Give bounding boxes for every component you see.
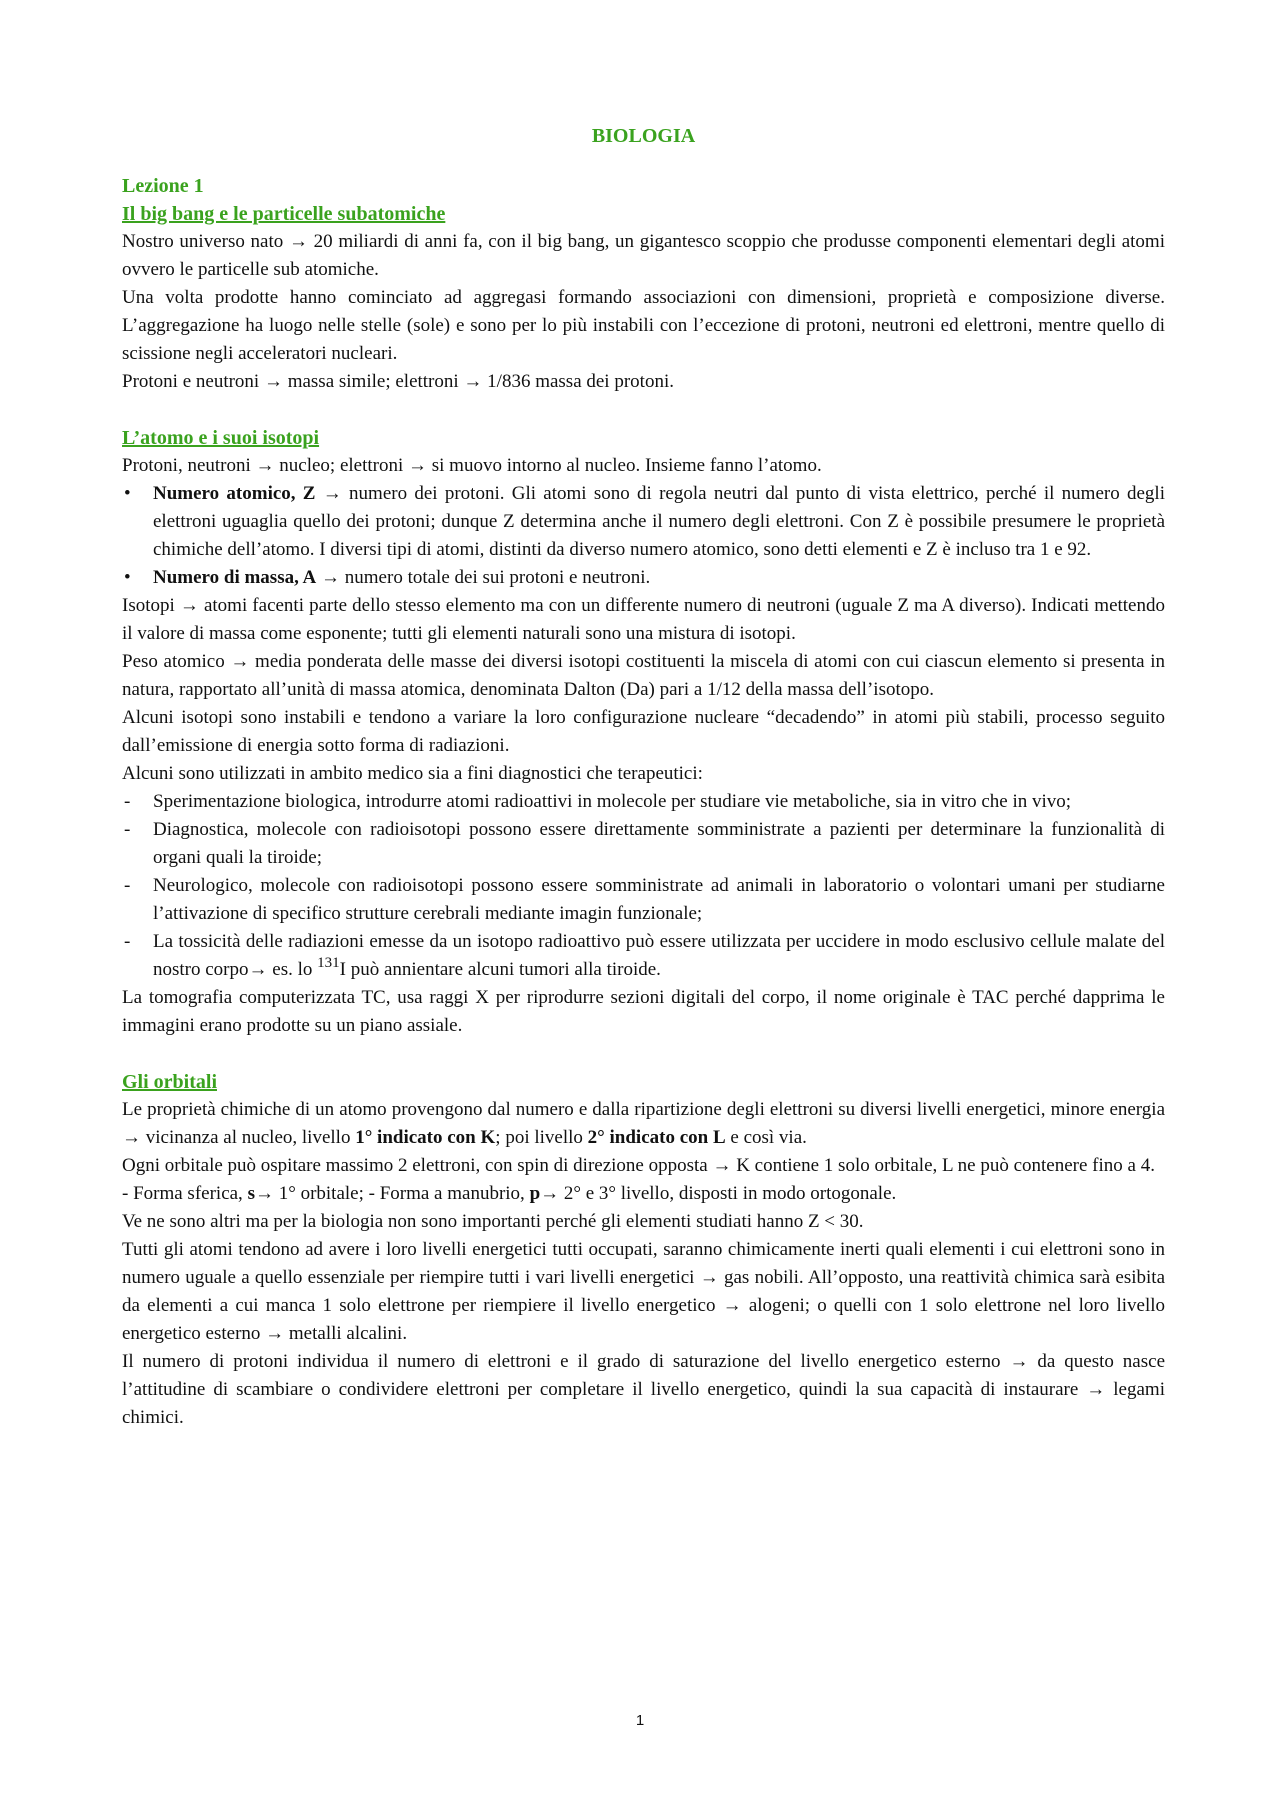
document-title: BIOLOGIA (591, 125, 696, 147)
text-span: → 2° e 3° livello, disposti in modo ortogonale. (540, 1183, 897, 1204)
list-item: - Sperimentazione biologica, introdurre atomi radioattivi in molecole per studiare vie metaboliche, sia in vitro che in vivo; (122, 788, 1165, 816)
dash-list-uso-medico (122, 788, 1165, 984)
paragraph-isotopi: Isotopi → atomi facenti parte dello stesso elemento ma con un differente numero di neutroni (uguale Z ma A diverso). Indicati mettendo il valore di massa come esponente; tutti gli elementi naturali sono una mistura di isotopi. (122, 595, 1165, 644)
dash4-text-end: I può annientare alcuni tumori alla tiroide. (339, 959, 661, 980)
section-heading-atomo: L’atomo e i suoi isotopi (122, 427, 320, 449)
bold-orbital-p: p (529, 1183, 541, 1204)
paragraph-tomografia: La tomografia computerizzata TC, usa raggi X per riprodurre sezioni digitali del corpo, il nome originale è TAC perché dapprima le immagini erano prodotte su un piano assiale. (122, 987, 1165, 1036)
dash4-text-start: La tossicità delle radiazioni emesse da un isotopo radioattivo può essere utilizzata per uccidere in modo esclusivo cellule malate del nostro corpo→ es. lo (153, 931, 1165, 980)
page-number: 1 (635, 1712, 645, 1729)
paragraph-orbitali-forme (122, 1180, 1165, 1208)
paragraph-bigbang-2: Una volta prodotte hanno cominciato ad aggregasi formando associazioni con dimensioni, proprietà e composizione diverse. L’aggregazione ha luogo nelle stelle (sole) e sono per lo più instabili con l’eccezione di protoni, neutroni ed elettroni, mentre quello di scissione negli acceleratori nucleari. (122, 287, 1165, 364)
paragraph-isotopi-instabili: Alcuni isotopi sono instabili e tendono a variare la loro configurazione nucleare “decadendo” in atomi più stabili, processo seguito dall’emissione di energia sotto forma di radiazioni. (122, 707, 1165, 756)
text-span: - Forma sferica, (122, 1183, 248, 1204)
bold-orbital-s: s (247, 1183, 255, 1204)
bold-level-k: 1° indicato con K (355, 1127, 496, 1148)
paragraph-bigbang-3: Protoni e neutroni → massa simile; elettroni → 1/836 massa dei protoni. (122, 371, 674, 392)
paragraph-orbitali-5: Tutti gli atomi tendono ad avere i loro livelli energetici tutti occupati, saranno chimicamente inerti quali elementi i cui elettroni sono in numero uguale a quello essenziale per riempire tutti i vari livelli energetici → gas nobili. All’opposto, una reattività chimica sarà esibita da elementi a cui manca 1 solo elettrone per riempiere il livello energetico → alogeni; o quelli con 1 solo elettrone nel loro livello energetico esterno → metalli alcalini. (122, 1239, 1165, 1344)
bold-level-l: 2° indicato con L (587, 1127, 726, 1148)
paragraph-peso-atomico: Peso atomico → media ponderata delle masse dei diversi isotopi costituenti la miscela di atomi con cui ciascun elemento si presenta in natura, rapportato all’unità di massa atomica, denominata Dalton (Da) pari a 1/12 della massa dell’isotopo. (122, 651, 1165, 700)
term-numero-di-massa: Numero di massa, A (153, 567, 317, 588)
list-item (122, 564, 1165, 592)
isotope-mass-superscript: 131 (317, 955, 340, 971)
definition-numero-atomico: → numero dei protoni. Gli atomi sono di regola neutri dal punto di vista elettrico, perché il numero degli elettroni uguaglia quello dei protoni; dunque Z determina anche il numero degli elettroni. Con Z è possibile presumere le proprietà chimiche dell’atomo. I diversi tipi di atomi, distinti da diverso numero atomico, sono detti elementi e Z è incluso tra 1 e 92. (153, 483, 1165, 560)
paragraph-uso-medico: Alcuni sono utilizzati in ambito medico sia a fini diagnostici che terapeutici: (122, 763, 703, 784)
list-item: - Diagnostica, molecole con radioisotopi possono essere direttamente somministrate a pazienti per determinare la funzionalità di organi quali la tiroide; (122, 816, 1165, 872)
paragraph-orbitali-4: Ve ne sono altri ma per la biologia non sono importanti perché gli elementi studiati hanno Z < 30. (122, 1211, 864, 1232)
list-item (122, 480, 1165, 564)
text-span: → 1° orbitale; - Forma a manubrio, (254, 1183, 530, 1204)
text-span: e così via. (725, 1127, 807, 1148)
paragraph-bigbang-1: Nostro universo nato → 20 miliardi di anni fa, con il big bang, un gigantesco scoppio che produsse componenti elementari degli atomi ovvero le particelle sub atomiche. (122, 231, 1165, 280)
spacer (122, 1040, 1165, 1068)
paragraph-orbitali-6: Il numero di protoni individua il numero di elettroni e il grado di saturazione del livello energetico esterno → da questo nasce l’attitudine di scambiare o condividere elettroni per completare il livello energetico, quindi la sua capacità di instaurare → legami chimici. (122, 1351, 1165, 1428)
paragraph-orbitali-2: Ogni orbitale può ospitare massimo 2 elettroni, con spin di direzione opposta → K contiene 1 solo orbitale, L ne può contenere fino a 4. (122, 1155, 1155, 1176)
paragraph-orbitali-1 (122, 1096, 1165, 1152)
bullet-list-atomo (122, 480, 1165, 592)
definition-numero-di-massa: → numero totale dei sui protoni e neutroni. (316, 567, 651, 588)
text-span: ; poi livello (495, 1127, 588, 1148)
list-item: - Neurologico, molecole con radioisotopi possono essere somministrate ad animali in laboratorio o volontari umani per studiarne l’attivazione di specifico strutture cerebrali mediante imagin funzionale; (122, 872, 1165, 928)
lesson-heading: Lezione 1 (122, 175, 204, 197)
paragraph-atomo-intro: Protoni, neutroni → nucleo; elettroni → si muovo intorno al nucleo. Insieme fanno l’atomo. (122, 455, 822, 476)
list-item (122, 928, 1165, 984)
term-numero-atomico: Numero atomico, Z (153, 483, 316, 504)
document-page (122, 122, 1165, 1432)
section-heading-orbitali: Gli orbitali (122, 1071, 217, 1093)
section-heading-bigbang: Il big bang e le particelle subatomiche (122, 203, 446, 225)
text-span: Le proprietà chimiche di un atomo provengono dal numero e dalla ripartizione degli elettroni su diversi livelli energetici, minore energia → vicinanza al nucleo, livello (122, 1099, 1165, 1148)
spacer (122, 396, 1165, 424)
